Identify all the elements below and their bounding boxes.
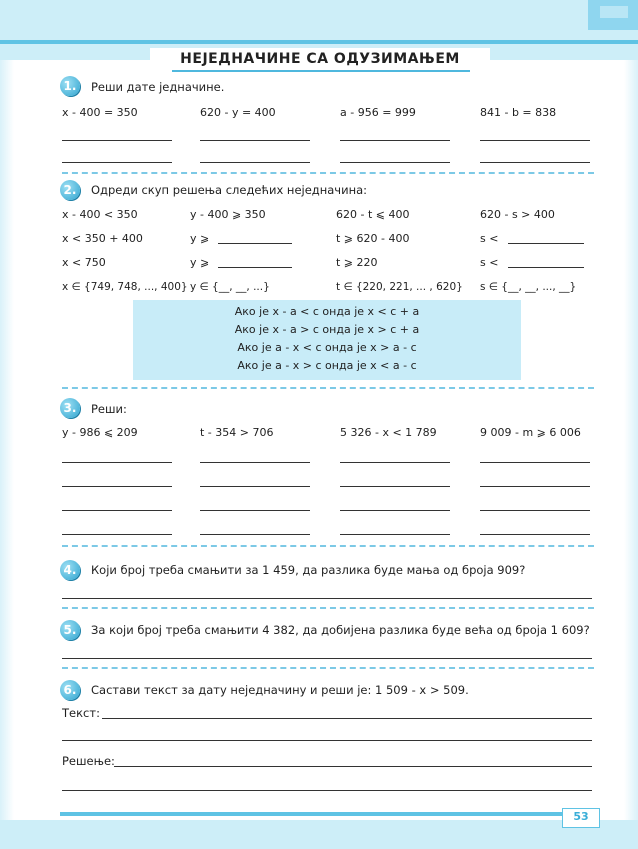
task-2-step: 620 - s > 400 [480, 208, 555, 221]
answer-line[interactable] [480, 486, 590, 488]
corner-decoration-inner [600, 6, 628, 18]
text-answer-line[interactable] [102, 718, 592, 720]
answer-line[interactable] [480, 140, 590, 142]
footer-band [0, 820, 638, 849]
task-6-question: Састави текст за дату неједначину и реши је: 1 509 - x > 509. [91, 683, 469, 697]
task-2-number-badge: 2. [60, 180, 80, 200]
fill-blank[interactable] [218, 243, 292, 245]
section-divider [62, 607, 594, 609]
task-3-number-badge: 3. [60, 398, 80, 418]
rule-line: Ако је x - a < c онда је x < c + a [234, 305, 420, 318]
solution-answer-line[interactable] [62, 790, 592, 792]
task-1-equation: 841 - b = 838 [480, 106, 557, 119]
answer-line[interactable] [200, 534, 310, 536]
task-6-number-badge: 6. [60, 680, 80, 700]
section-divider [62, 667, 594, 669]
answer-line[interactable] [200, 510, 310, 512]
section-divider [62, 172, 594, 174]
section-divider [62, 387, 594, 389]
task-2-step: y - 400 ⩾ 350 [190, 208, 266, 221]
task-2-step: t ⩾ 220 [336, 256, 378, 269]
page-title: НЕЈЕДНАЧИНЕ СА ОДУЗИМАЊЕМ [180, 51, 460, 67]
rule-line: Ако је x - a > c онда је x > c + a [234, 323, 420, 336]
answer-line[interactable] [480, 510, 590, 512]
rule-line: Ако је a - x > c онда је x < a - c [237, 359, 417, 372]
answer-line[interactable] [62, 510, 172, 512]
fill-blank[interactable] [508, 267, 584, 269]
task-5-question: За који број треба смањити 4 382, да добијена разлика буде већа од броја 1 609? [91, 623, 590, 637]
fill-blank[interactable] [508, 243, 584, 245]
text-answer-line[interactable] [62, 740, 592, 742]
task-2-step: t ⩾ 620 - 400 [336, 232, 410, 245]
answer-line[interactable] [480, 162, 590, 164]
answer-line[interactable] [340, 162, 450, 164]
answer-line[interactable] [200, 162, 310, 164]
answer-line[interactable] [340, 486, 450, 488]
task-2-step: y ⩾ [190, 256, 210, 269]
answer-line[interactable] [340, 462, 450, 464]
page-number: 53 [573, 810, 589, 823]
answer-line[interactable] [480, 534, 590, 536]
footer-stripe [60, 812, 590, 816]
task-4-question: Који број треба смањити за 1 459, да разлика буде мања од броја 909? [91, 563, 526, 577]
task-2-solution-set: t ∈ {220, 221, ... , 620} [336, 281, 463, 293]
answer-line[interactable] [340, 534, 450, 536]
answer-line[interactable] [62, 534, 172, 536]
text-label: Текст: [62, 706, 100, 720]
task-2-step: x < 350 + 400 [62, 232, 143, 245]
task-2-solution-set: y ∈ {__, __, ...} [190, 281, 270, 293]
answer-line[interactable] [62, 462, 172, 464]
task-1-equation: x - 400 = 350 [62, 106, 138, 119]
task-5-number-badge: 5. [60, 620, 80, 640]
task-3-inequality: y - 986 ⩽ 209 [62, 426, 138, 439]
answer-line[interactable] [62, 486, 172, 488]
answer-line[interactable] [62, 162, 172, 164]
answer-line[interactable] [62, 140, 172, 142]
right-margin-decoration [624, 60, 638, 820]
answer-line[interactable] [62, 658, 592, 660]
task-2-step: x - 400 < 350 [62, 208, 138, 221]
answer-line[interactable] [200, 462, 310, 464]
task-2-step: y ⩾ [190, 232, 210, 245]
solution-label: Решење: [62, 754, 115, 768]
answer-line[interactable] [480, 462, 590, 464]
rule-line: Ако је a - x < c онда је x > a - c [237, 341, 417, 354]
task-2-solution-set: x ∈ {749, 748, ..., 400} [62, 281, 188, 293]
task-3-instruction: Реши: [91, 402, 127, 416]
task-2-step: s < [480, 256, 499, 269]
fill-blank[interactable] [218, 267, 292, 269]
answer-line[interactable] [200, 486, 310, 488]
task-1-equation: 620 - y = 400 [200, 106, 276, 119]
task-3-inequality: 9 009 - m ⩾ 6 006 [480, 426, 581, 439]
task-2-step: 620 - t ⩽ 400 [336, 208, 410, 221]
section-divider [62, 545, 594, 547]
task-4-number-badge: 4. [60, 560, 80, 580]
left-margin-decoration [0, 60, 14, 820]
answer-line[interactable] [340, 140, 450, 142]
task-1-number-badge: 1. [60, 76, 80, 96]
task-2-step: x < 750 [62, 256, 106, 269]
header-stripe [0, 40, 638, 44]
answer-line[interactable] [62, 598, 592, 600]
task-1-equation: a - 956 = 999 [340, 106, 416, 119]
task-3-inequality: 5 326 - x < 1 789 [340, 426, 437, 439]
task-2-instruction: Одреди скуп решења следећих неједначина: [91, 183, 368, 197]
answer-line[interactable] [340, 510, 450, 512]
task-2-step: s < [480, 232, 499, 245]
task-2-solution-set: s ∈ {__, __, ..., __} [480, 281, 577, 293]
task-3-inequality: t - 354 > 706 [200, 426, 274, 439]
solution-answer-line[interactable] [114, 766, 592, 768]
title-underline [172, 70, 470, 72]
task-1-instruction: Реши дате једначине. [91, 80, 225, 94]
answer-line[interactable] [200, 140, 310, 142]
